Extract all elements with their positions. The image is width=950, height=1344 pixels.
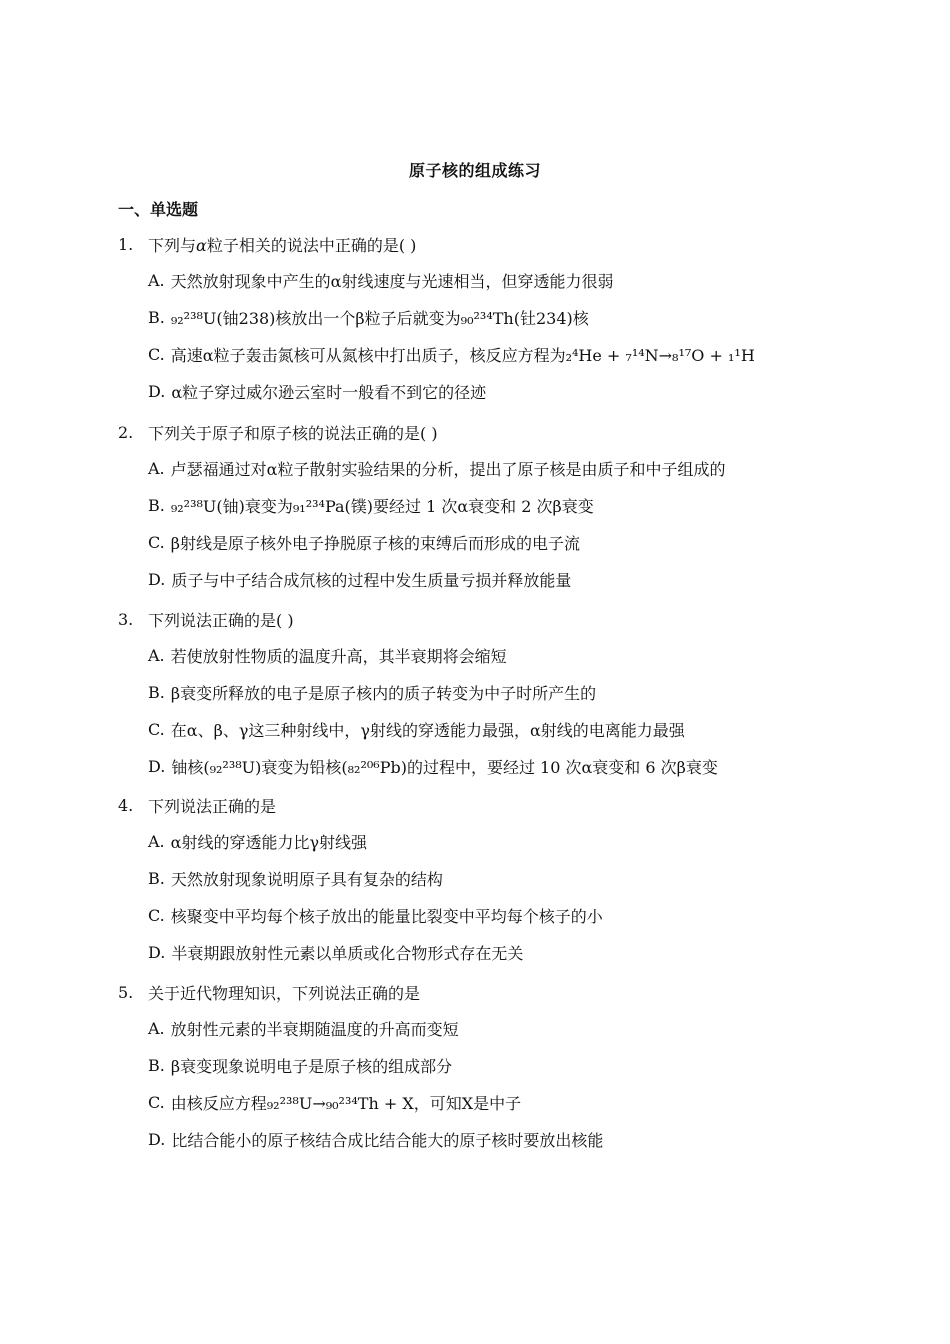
question-number: 4.: [118, 795, 134, 815]
question-number: 1.: [118, 234, 134, 254]
section-heading: 一、单选题: [118, 200, 199, 219]
question-5: [118, 978, 858, 1158]
question-3: [118, 605, 858, 785]
question-stem: [118, 230, 858, 258]
question-4: [118, 791, 858, 971]
option-d: D. 比结合能小的原子核结合成比结合能大的原子核时要放出核能: [148, 1130, 604, 1150]
option-a: A. 卢瑟福通过对α粒子散射实验结果的分析，提出了原子核是由质子和中子组成的: [148, 459, 726, 479]
option-b: B. β衰变现象说明电子是原子核的组成部分: [148, 1056, 453, 1076]
question-number: 3.: [118, 609, 134, 629]
question-2: [118, 418, 858, 598]
question-text: 下列说法正确的是( ): [148, 610, 294, 630]
option-d: D. 半衰期跟放射性元素以单质或化合物形式存在无关: [148, 943, 524, 963]
option-d: D. 铀核(₉₂²³⁸U)衰变为铅核(₈₂²⁰⁶Pb)的过程中，要经过 10 次α衰变和 6 次β衰变: [148, 757, 718, 777]
option-a: A. 天然放射现象中产生的α射线速度与光速相当，但穿透能力很弱: [148, 271, 614, 291]
option-b: B. 天然放射现象说明原子具有复杂的结构: [148, 869, 443, 889]
option-c: C. 高速α粒子轰击氮核可从氮核中打出质子，核反应方程为₂⁴He + ₇¹⁴N→₈¹⁷O + ₁¹H: [148, 345, 755, 365]
question-stem: [118, 418, 858, 446]
option-b: B. ₉₂²³⁸U(铀)衰变为₉₁²³⁴Pa(镤)要经过 1 次α衰变和 2 次β衰变: [148, 496, 594, 516]
question-1: [118, 230, 858, 410]
question-stem: [118, 605, 858, 633]
option-a: A. 放射性元素的半衰期随温度的升高而变短: [148, 1019, 459, 1039]
question-stem: [118, 791, 858, 819]
option-c: C. 在α、β、γ这三种射线中，γ射线的穿透能力最强，α射线的电离能力最强: [148, 720, 685, 740]
option-b: B. ₉₂²³⁸U(铀238)核放出一个β粒子后就变为₉₀²³⁴Th(钍234)核: [148, 308, 589, 328]
question-number: 5.: [118, 982, 134, 1002]
option-d: D. α粒子穿过威尔逊云室时一般看不到它的径迹: [148, 382, 487, 402]
option-c: C. 核聚变中平均每个核子放出的能量比裂变中平均每个核子的小: [148, 906, 603, 926]
option-b: B. β衰变所释放的电子是原子核内的质子转变为中子时所产生的: [148, 683, 597, 703]
question-text: 关于近代物理知识，下列说法正确的是: [148, 983, 421, 1003]
option-a: A. α射线的穿透能力比γ射线强: [148, 832, 368, 852]
question-text: 下列说法正确的是: [148, 796, 277, 816]
question-text: 下列与α粒子相关的说法中正确的是( ): [148, 235, 417, 255]
question-stem: [118, 978, 858, 1006]
page-title: 原子核的组成练习: [408, 161, 541, 180]
option-c: C. β射线是原子核外电子挣脱原子核的束缚后而形成的电子流: [148, 533, 581, 553]
question-text: 下列关于原子和原子核的说法正确的是( ): [148, 423, 438, 443]
option-a: A. 若使放射性物质的温度升高，其半衰期将会缩短: [148, 646, 507, 666]
option-d: D. 质子与中子结合成氘核的过程中发生质量亏损并释放能量: [148, 570, 572, 590]
option-c: C. 由核反应方程₉₂²³⁸U→₉₀²³⁴Th + X，可知X是中子: [148, 1093, 522, 1113]
question-number: 2.: [118, 422, 134, 442]
